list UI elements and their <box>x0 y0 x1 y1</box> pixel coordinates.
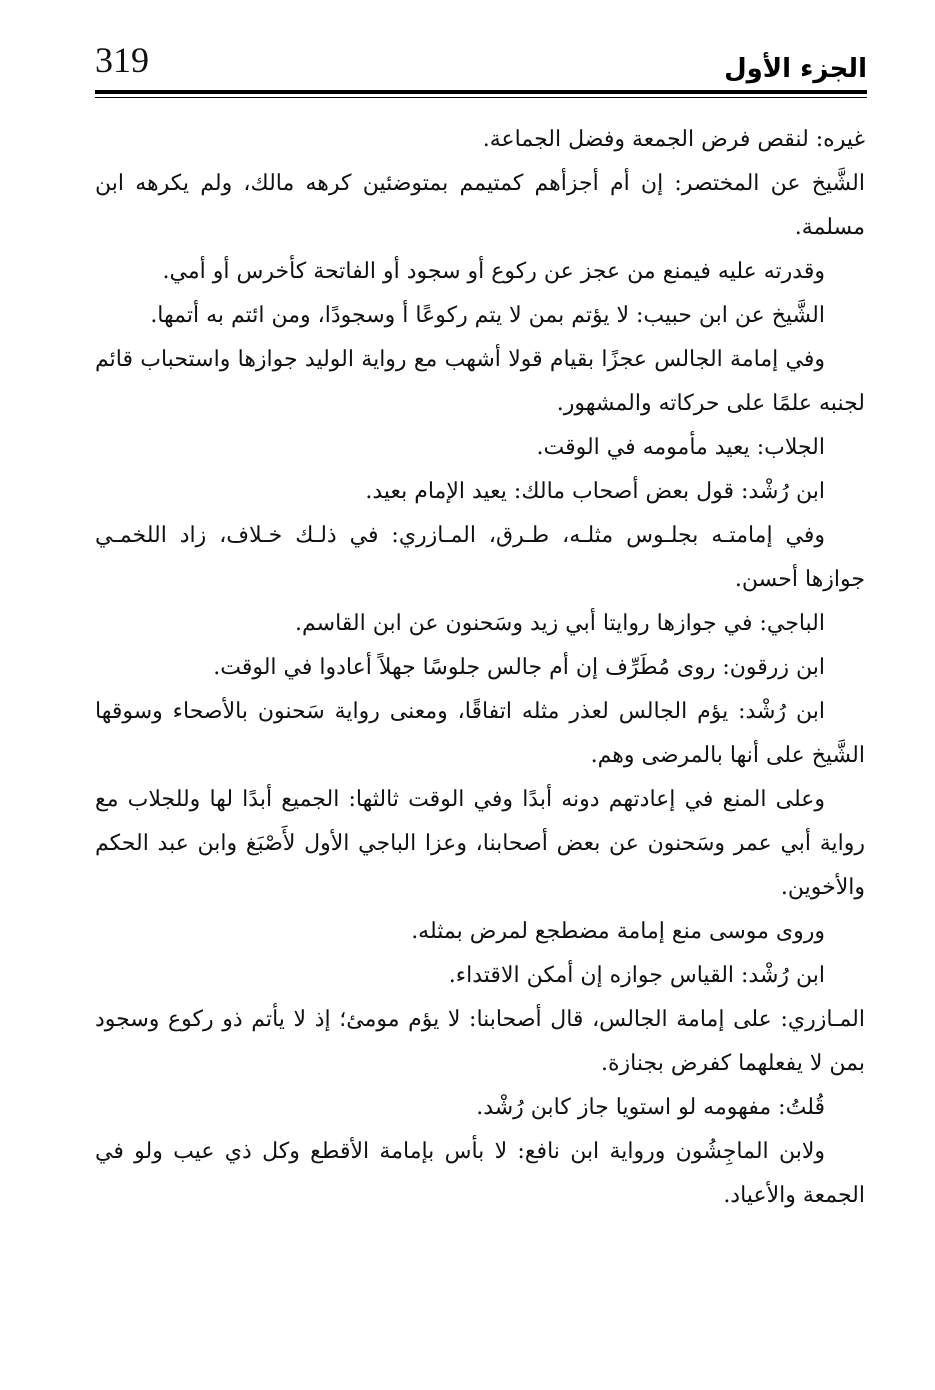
paragraph: الجلاب: يعيد مأمومه في الوقت. <box>536 435 825 460</box>
running-title: الجزء الأول <box>724 54 867 84</box>
paragraph: ابن رُشْد: يؤم الجالس لعذر مثله اتفاقًا، ومعنى رواية سَحنون بالأصحاء وسوقها الشَّيخ على أنها بالمرضى وهم. <box>95 699 865 768</box>
paragraph: وروى موسى منع إمامة مضطجع لمرض بمثله. <box>411 919 825 944</box>
body-text <box>95 118 865 1218</box>
paragraph: غيره: لنقص فرض الجمعة وفضل الجماعة. <box>482 127 865 152</box>
paragraph: وفي إمامتـه بجلـوس مثلـه، طـرق، المـازري: في ذلـك خـلاف، زاد اللخمـي جوازها أحسن. <box>95 523 865 592</box>
page-number: 319 <box>95 40 149 80</box>
paragraph: ابن زرقون: روى مُطَرِّف إن أم جالس جلوسًا جهلاً أعادوا في الوقت. <box>213 655 825 680</box>
header-rule-thin <box>95 97 867 98</box>
paragraph: ابن رُشْد: القياس جوازه إن أمكن الاقتداء. <box>448 963 825 988</box>
paragraph: المـازري: على إمامة الجالس، قال أصحابنا: لا يؤم مومئ؛ إذ لا يأتم ذو ركوع وسجود بمن لا يفعلهما كفرض بجنازة. <box>95 1007 865 1076</box>
paragraph: قُلتُ: مفهومه لو استويا جاز كابن رُشْد. <box>476 1095 825 1120</box>
paragraph: الباجي: في جوازها روايتا أبي زيد وسَحنون عن ابن القاسم. <box>295 611 825 636</box>
paragraph: وعلى المنع في إعادتهم دونه أبدًا وفي الوقت ثالثها: الجميع أبدًا لها وللجلاب مع رواية أبي عمر وسَحنون عن بعض أصحابنا، وعزا الباجي الأول لأَصْبَغ وابن عبد الحكم والأخوين. <box>95 787 865 900</box>
header-rule-thick <box>95 90 867 94</box>
paragraph: الشَّيخ عن المختصر: إن أم أجزأهم كمتيمم بمتوضئين كرهه مالك، ولم يكرهه ابن مسلمة. <box>95 171 865 240</box>
paragraph: وقدرته عليه فيمنع من عجز عن ركوع أو سجود أو الفاتحة كأخرس أو أمي. <box>162 259 825 284</box>
paragraph: ابن رُشْد: قول بعض أصحاب مالك: يعيد الإمام بعيد. <box>365 479 825 504</box>
paragraph: وفي إمامة الجالس عجزًا بقيام قولا أشهب مع رواية الوليد جوازها واستحباب قائم لجنبه علمًا على حركاته والمشهور. <box>95 347 865 416</box>
paragraph: الشَّيخ عن ابن حبيب: لا يؤتم بمن لا يتم ركوعًا أ وسجودًا، ومن ائتم به أتمها. <box>150 303 825 328</box>
paragraph: ولابن الماجِشُون ورواية ابن نافع: لا بأس بإمامة الأقطع وكل ذي عيب ولو في الجمعة والأعياد. <box>95 1139 865 1208</box>
